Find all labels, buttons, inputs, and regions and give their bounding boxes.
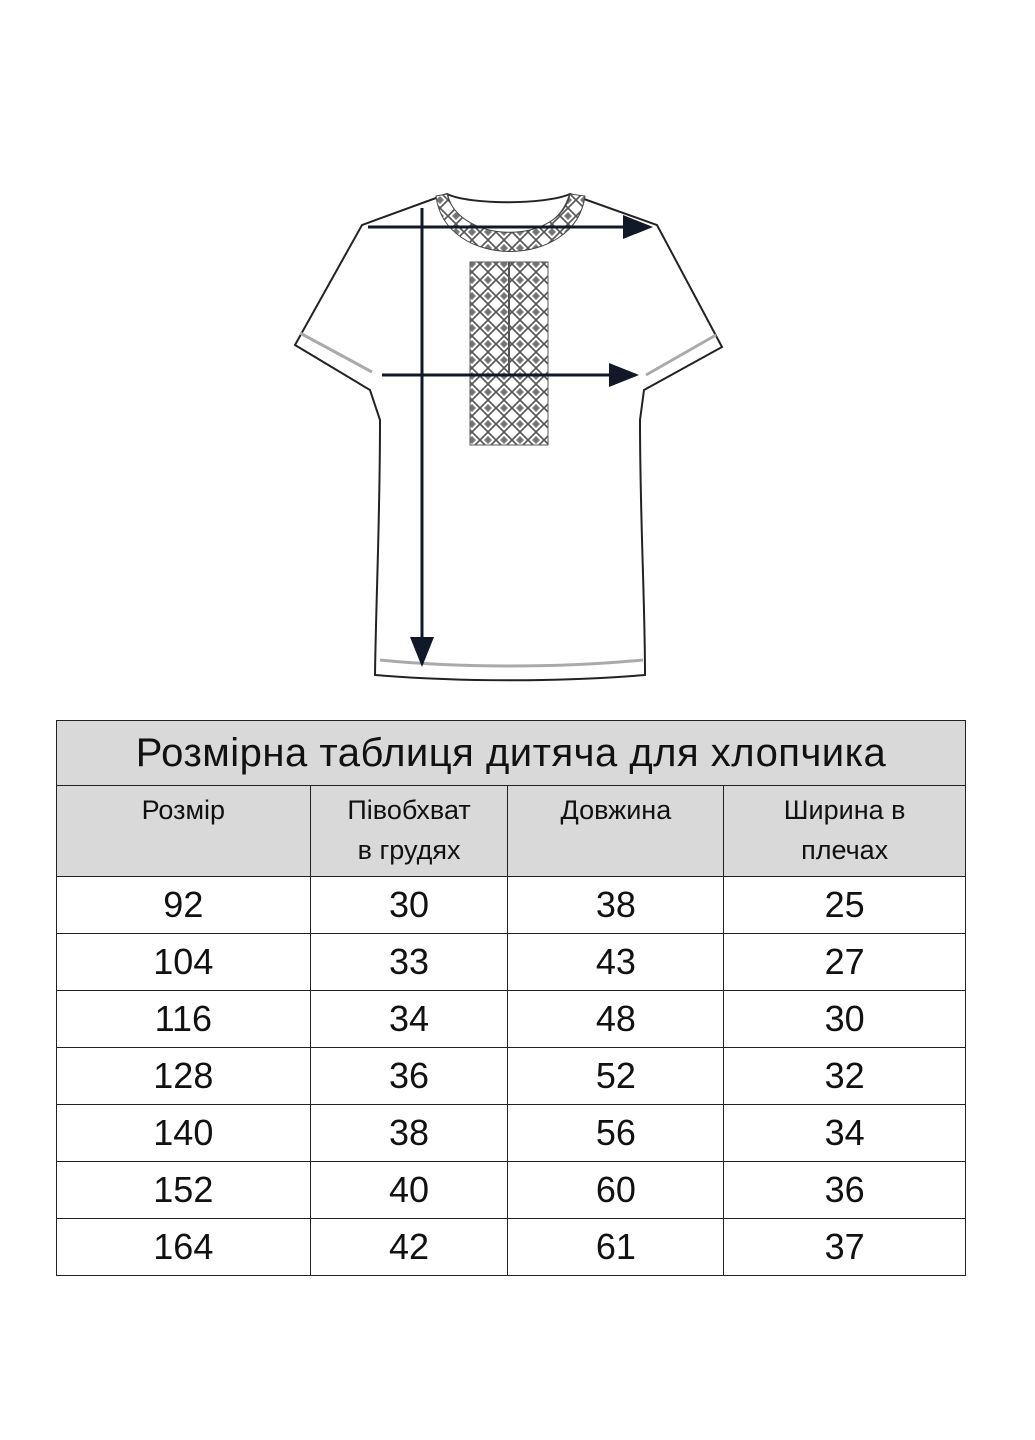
table-cell: 140	[57, 1105, 311, 1162]
table-cell: 33	[310, 934, 508, 991]
header-row	[57, 786, 966, 877]
header-chest	[310, 786, 508, 877]
table-cell: 34	[724, 1105, 966, 1162]
table-cell: 38	[310, 1105, 508, 1162]
header-text: плечах	[801, 835, 889, 865]
table-row	[57, 1105, 966, 1162]
table-cell: 92	[57, 877, 311, 934]
table-cell: 36	[724, 1162, 966, 1219]
table-cell: 116	[57, 991, 311, 1048]
header-size	[57, 786, 311, 877]
header-length	[508, 786, 724, 877]
table-row	[57, 1048, 966, 1105]
table-title: Розмірна таблиця дитяча для хлопчика	[57, 721, 966, 786]
table-cell: 61	[508, 1219, 724, 1276]
table-cell: 48	[508, 991, 724, 1048]
header-text: Довжина	[560, 795, 672, 825]
header-text: Півобхват	[347, 795, 471, 825]
table-cell: 60	[508, 1162, 724, 1219]
table-cell: 38	[508, 877, 724, 934]
table-row	[57, 934, 966, 991]
header-text: Розмір	[141, 795, 226, 825]
table-cell: 104	[57, 934, 311, 991]
header-shoulder	[724, 786, 966, 877]
table-row	[57, 877, 966, 934]
header-text: Ширина в	[783, 795, 906, 825]
shirt-diagram	[0, 0, 1035, 700]
table-cell: 42	[310, 1219, 508, 1276]
size-table	[56, 720, 966, 1276]
table-row	[57, 1162, 966, 1219]
table-cell: 52	[508, 1048, 724, 1105]
table-cell: 37	[724, 1219, 966, 1276]
table-cell: 25	[724, 877, 966, 934]
table-cell: 30	[310, 877, 508, 934]
header-text: в грудях	[357, 835, 461, 865]
table-cell: 43	[508, 934, 724, 991]
table-cell: 36	[310, 1048, 508, 1105]
table-cell: 128	[57, 1048, 311, 1105]
table-row	[57, 1219, 966, 1276]
table-cell: 27	[724, 934, 966, 991]
table-cell: 40	[310, 1162, 508, 1219]
table-cell: 56	[508, 1105, 724, 1162]
table-cell: 30	[724, 991, 966, 1048]
table-row	[57, 991, 966, 1048]
table-cell: 152	[57, 1162, 311, 1219]
table-cell: 164	[57, 1219, 311, 1276]
table-cell: 34	[310, 991, 508, 1048]
table-cell: 32	[724, 1048, 966, 1105]
